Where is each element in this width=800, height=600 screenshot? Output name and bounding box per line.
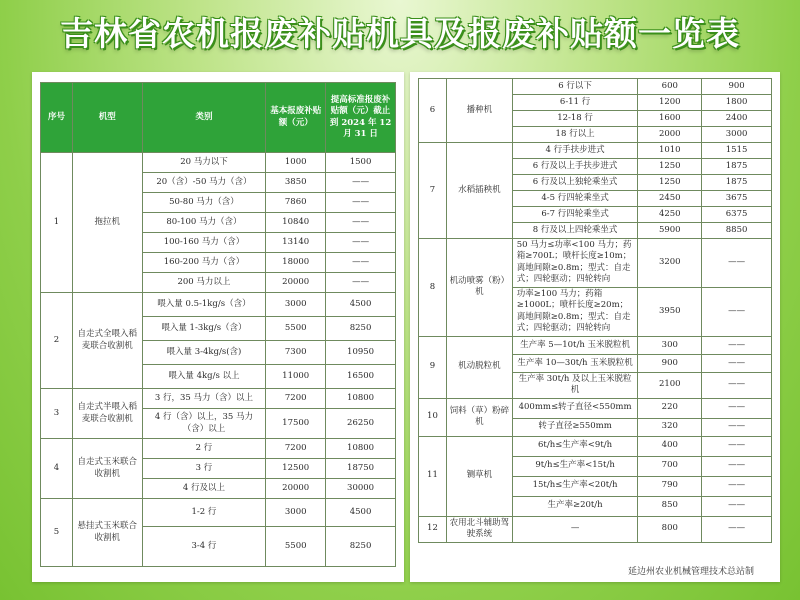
raised-subsidy-cell: —— bbox=[702, 239, 772, 288]
basic-subsidy-cell: 1600 bbox=[638, 111, 702, 127]
category-cell: 8 行及以上四轮乘坐式 bbox=[512, 223, 638, 239]
row-number: 10 bbox=[419, 398, 447, 436]
raised-subsidy-cell: —— bbox=[702, 418, 772, 436]
basic-subsidy-cell: 18000 bbox=[266, 253, 326, 273]
category-cell: 喂入量 4kg/s 以上 bbox=[142, 365, 266, 389]
category-cell: 12-18 行 bbox=[512, 111, 638, 127]
table-row bbox=[419, 398, 772, 418]
basic-subsidy-cell: 3000 bbox=[266, 293, 326, 317]
basic-subsidy-cell: 900 bbox=[638, 354, 702, 372]
category-cell: 50-80 马力（含） bbox=[142, 193, 266, 213]
category-cell: 喂入量 3-4kg/s(含) bbox=[142, 341, 266, 365]
raised-subsidy-cell: —— bbox=[702, 354, 772, 372]
category-cell: 生产率 30t/h 及以上玉米脱粒机 bbox=[512, 372, 638, 398]
category-cell: — bbox=[512, 516, 638, 542]
machine-type: 悬挂式玉米联合收割机 bbox=[72, 499, 142, 567]
raised-subsidy-cell: 6375 bbox=[702, 207, 772, 223]
basic-subsidy-cell: 320 bbox=[638, 418, 702, 436]
raised-subsidy-cell: 4500 bbox=[326, 293, 396, 317]
raised-subsidy-cell: —— bbox=[326, 173, 396, 193]
subsidy-table-left bbox=[40, 82, 396, 567]
header-raised: 提高标准报废补贴额（元）截止到 2024 年 12 月 31 日 bbox=[326, 83, 396, 153]
category-cell: 生产率 10—30t/h 玉米脱粒机 bbox=[512, 354, 638, 372]
row-number: 3 bbox=[41, 389, 73, 439]
basic-subsidy-cell: 600 bbox=[638, 79, 702, 95]
basic-subsidy-cell: 5500 bbox=[266, 317, 326, 341]
category-cell: 15t/h≤生产率<20t/h bbox=[512, 476, 638, 496]
category-cell: 6 行以下 bbox=[512, 79, 638, 95]
raised-subsidy-cell: —— bbox=[702, 456, 772, 476]
basic-subsidy-cell: 1200 bbox=[638, 95, 702, 111]
basic-subsidy-cell: 3000 bbox=[266, 499, 326, 527]
basic-subsidy-cell: 4250 bbox=[638, 207, 702, 223]
raised-subsidy-cell: 10950 bbox=[326, 341, 396, 365]
basic-subsidy-cell: 7200 bbox=[266, 439, 326, 459]
table-row bbox=[419, 79, 772, 95]
basic-subsidy-cell: 20000 bbox=[266, 273, 326, 293]
left-table-panel bbox=[32, 72, 404, 582]
category-cell: 200 马力以上 bbox=[142, 273, 266, 293]
raised-subsidy-cell: —— bbox=[702, 398, 772, 418]
basic-subsidy-cell: 13140 bbox=[266, 233, 326, 253]
category-cell: 喂入量 0.5-1kg/s（含） bbox=[142, 293, 266, 317]
table-row bbox=[419, 516, 772, 542]
category-cell: 3 行 bbox=[142, 459, 266, 479]
basic-subsidy-cell: 17500 bbox=[266, 409, 326, 439]
raised-subsidy-cell: —— bbox=[326, 233, 396, 253]
subsidy-table-right bbox=[418, 78, 772, 543]
raised-subsidy-cell: 1875 bbox=[702, 159, 772, 175]
raised-subsidy-cell: —— bbox=[702, 516, 772, 542]
basic-subsidy-cell: 700 bbox=[638, 456, 702, 476]
table-row bbox=[41, 293, 396, 317]
basic-subsidy-cell: 7200 bbox=[266, 389, 326, 409]
raised-subsidy-cell: —— bbox=[326, 273, 396, 293]
table-row bbox=[419, 143, 772, 159]
category-cell: 20 马力以下 bbox=[142, 153, 266, 173]
basic-subsidy-cell: 790 bbox=[638, 476, 702, 496]
table-row bbox=[41, 499, 396, 527]
category-cell: 2 行 bbox=[142, 439, 266, 459]
category-cell: 400mm≤转子直径<550mm bbox=[512, 398, 638, 418]
category-cell: 4 行及以上 bbox=[142, 479, 266, 499]
page-title: 吉林省农机报废补贴机具及报废补贴额一览表 bbox=[60, 14, 740, 53]
raised-subsidy-cell: 8250 bbox=[326, 317, 396, 341]
basic-subsidy-cell: 1000 bbox=[266, 153, 326, 173]
basic-subsidy-cell: 1250 bbox=[638, 159, 702, 175]
raised-subsidy-cell: 1515 bbox=[702, 143, 772, 159]
raised-subsidy-cell: 3675 bbox=[702, 191, 772, 207]
raised-subsidy-cell: 10800 bbox=[326, 389, 396, 409]
row-number: 2 bbox=[41, 293, 73, 389]
raised-subsidy-cell: —— bbox=[702, 372, 772, 398]
basic-subsidy-cell: 7300 bbox=[266, 341, 326, 365]
right-table-panel bbox=[410, 72, 780, 582]
raised-subsidy-cell: —— bbox=[326, 193, 396, 213]
basic-subsidy-cell: 20000 bbox=[266, 479, 326, 499]
category-cell: 生产率≥20t/h bbox=[512, 496, 638, 516]
category-cell: 160-200 马力（含） bbox=[142, 253, 266, 273]
row-number: 8 bbox=[419, 239, 447, 337]
raised-subsidy-cell: —— bbox=[326, 213, 396, 233]
basic-subsidy-cell: 10840 bbox=[266, 213, 326, 233]
basic-subsidy-cell: 7860 bbox=[266, 193, 326, 213]
raised-subsidy-cell: 1800 bbox=[702, 95, 772, 111]
raised-subsidy-cell: —— bbox=[702, 336, 772, 354]
category-cell: 3-4 行 bbox=[142, 527, 266, 567]
raised-subsidy-cell: 18750 bbox=[326, 459, 396, 479]
row-number: 9 bbox=[419, 336, 447, 398]
basic-subsidy-cell: 300 bbox=[638, 336, 702, 354]
category-cell: 18 行以上 bbox=[512, 127, 638, 143]
machine-type: 自走式全喂入稻麦联合收割机 bbox=[72, 293, 142, 389]
basic-subsidy-cell: 850 bbox=[638, 496, 702, 516]
category-cell: 6 行及以上独轮乘坐式 bbox=[512, 175, 638, 191]
category-cell: 4 行手扶步进式 bbox=[512, 143, 638, 159]
basic-subsidy-cell: 1250 bbox=[638, 175, 702, 191]
raised-subsidy-cell: —— bbox=[702, 436, 772, 456]
category-cell: 转子直径≥550mm bbox=[512, 418, 638, 436]
category-cell: 6-11 行 bbox=[512, 95, 638, 111]
machine-type: 铡草机 bbox=[446, 436, 512, 516]
row-number: 5 bbox=[41, 499, 73, 567]
basic-subsidy-cell: 1010 bbox=[638, 143, 702, 159]
category-cell: 6-7 行四轮乘坐式 bbox=[512, 207, 638, 223]
raised-subsidy-cell: —— bbox=[702, 496, 772, 516]
category-cell: 4 行（含）以上，35 马力（含）以上 bbox=[142, 409, 266, 439]
raised-subsidy-cell: 1500 bbox=[326, 153, 396, 173]
basic-subsidy-cell: 800 bbox=[638, 516, 702, 542]
basic-subsidy-cell: 3950 bbox=[638, 287, 702, 336]
header-no: 序号 bbox=[41, 83, 73, 153]
raised-subsidy-cell: 10800 bbox=[326, 439, 396, 459]
basic-subsidy-cell: 220 bbox=[638, 398, 702, 418]
raised-subsidy-cell: 2400 bbox=[702, 111, 772, 127]
machine-type: 农用北斗辅助驾驶系统 bbox=[446, 516, 512, 542]
header-category: 类别 bbox=[142, 83, 266, 153]
footer-credit: 延边州农业机械管理技术总站制 bbox=[627, 567, 754, 577]
machine-type: 自走式半喂入稻麦联合收割机 bbox=[72, 389, 142, 439]
category-cell: 6t/h≤生产率<9t/h bbox=[512, 436, 638, 456]
raised-subsidy-cell: 900 bbox=[702, 79, 772, 95]
row-number: 1 bbox=[41, 153, 73, 293]
raised-subsidy-cell: 8250 bbox=[326, 527, 396, 567]
raised-subsidy-cell: 8850 bbox=[702, 223, 772, 239]
category-cell: 1-2 行 bbox=[142, 499, 266, 527]
basic-subsidy-cell: 5500 bbox=[266, 527, 326, 567]
machine-type: 播种机 bbox=[446, 79, 512, 143]
machine-type: 拖拉机 bbox=[72, 153, 142, 293]
basic-subsidy-cell: 2450 bbox=[638, 191, 702, 207]
table-row bbox=[419, 436, 772, 456]
category-cell: 功率≥100 马力；药箱≥1000L；喷杆长度≥20m；离地间隙≥0.8m；型式：自走式；四轮驱动；四轮转向 bbox=[512, 287, 638, 336]
raised-subsidy-cell: —— bbox=[702, 287, 772, 336]
basic-subsidy-cell: 5900 bbox=[638, 223, 702, 239]
basic-subsidy-cell: 400 bbox=[638, 436, 702, 456]
raised-subsidy-cell: 26250 bbox=[326, 409, 396, 439]
category-cell: 9t/h≤生产率<15t/h bbox=[512, 456, 638, 476]
basic-subsidy-cell: 3850 bbox=[266, 173, 326, 193]
table-row bbox=[41, 153, 396, 173]
machine-type: 机动脱粒机 bbox=[446, 336, 512, 398]
row-number: 7 bbox=[419, 143, 447, 239]
machine-type: 饲料（草）粉碎机 bbox=[446, 398, 512, 436]
raised-subsidy-cell: 4500 bbox=[326, 499, 396, 527]
category-cell: 50 马力≤功率<100 马力；药箱≥700L；喷杆长度≥10m；离地间隙≥0.8m；型式：自走式；四轮驱动；四轮转向 bbox=[512, 239, 638, 288]
row-number: 12 bbox=[419, 516, 447, 542]
category-cell: 80-100 马力（含） bbox=[142, 213, 266, 233]
table-row bbox=[419, 239, 772, 288]
basic-subsidy-cell: 3200 bbox=[638, 239, 702, 288]
category-cell: 20（含）-50 马力（含） bbox=[142, 173, 266, 193]
table-row bbox=[41, 389, 396, 409]
category-cell: 6 行及以上手扶步进式 bbox=[512, 159, 638, 175]
raised-subsidy-cell: 1875 bbox=[702, 175, 772, 191]
raised-subsidy-cell: 30000 bbox=[326, 479, 396, 499]
header-type: 机型 bbox=[72, 83, 142, 153]
raised-subsidy-cell: —— bbox=[702, 476, 772, 496]
basic-subsidy-cell: 11000 bbox=[266, 365, 326, 389]
basic-subsidy-cell: 2100 bbox=[638, 372, 702, 398]
header-basic: 基本报废补贴额（元） bbox=[266, 83, 326, 153]
row-number: 11 bbox=[419, 436, 447, 516]
category-cell: 生产率 5—10t/h 玉米脱粒机 bbox=[512, 336, 638, 354]
raised-subsidy-cell: 16500 bbox=[326, 365, 396, 389]
machine-type: 水稻插秧机 bbox=[446, 143, 512, 239]
category-cell: 4-5 行四轮乘坐式 bbox=[512, 191, 638, 207]
category-cell: 喂入量 1-3kg/s（含） bbox=[142, 317, 266, 341]
basic-subsidy-cell: 12500 bbox=[266, 459, 326, 479]
machine-type: 机动喷雾（粉）机 bbox=[446, 239, 512, 337]
table-row bbox=[41, 439, 396, 459]
table-row bbox=[419, 336, 772, 354]
category-cell: 100-160 马力（含） bbox=[142, 233, 266, 253]
row-number: 6 bbox=[419, 79, 447, 143]
raised-subsidy-cell: —— bbox=[326, 253, 396, 273]
row-number: 4 bbox=[41, 439, 73, 499]
raised-subsidy-cell: 3000 bbox=[702, 127, 772, 143]
machine-type: 自走式玉米联合收割机 bbox=[72, 439, 142, 499]
basic-subsidy-cell: 2000 bbox=[638, 127, 702, 143]
category-cell: 3 行，35 马力（含）以上 bbox=[142, 389, 266, 409]
